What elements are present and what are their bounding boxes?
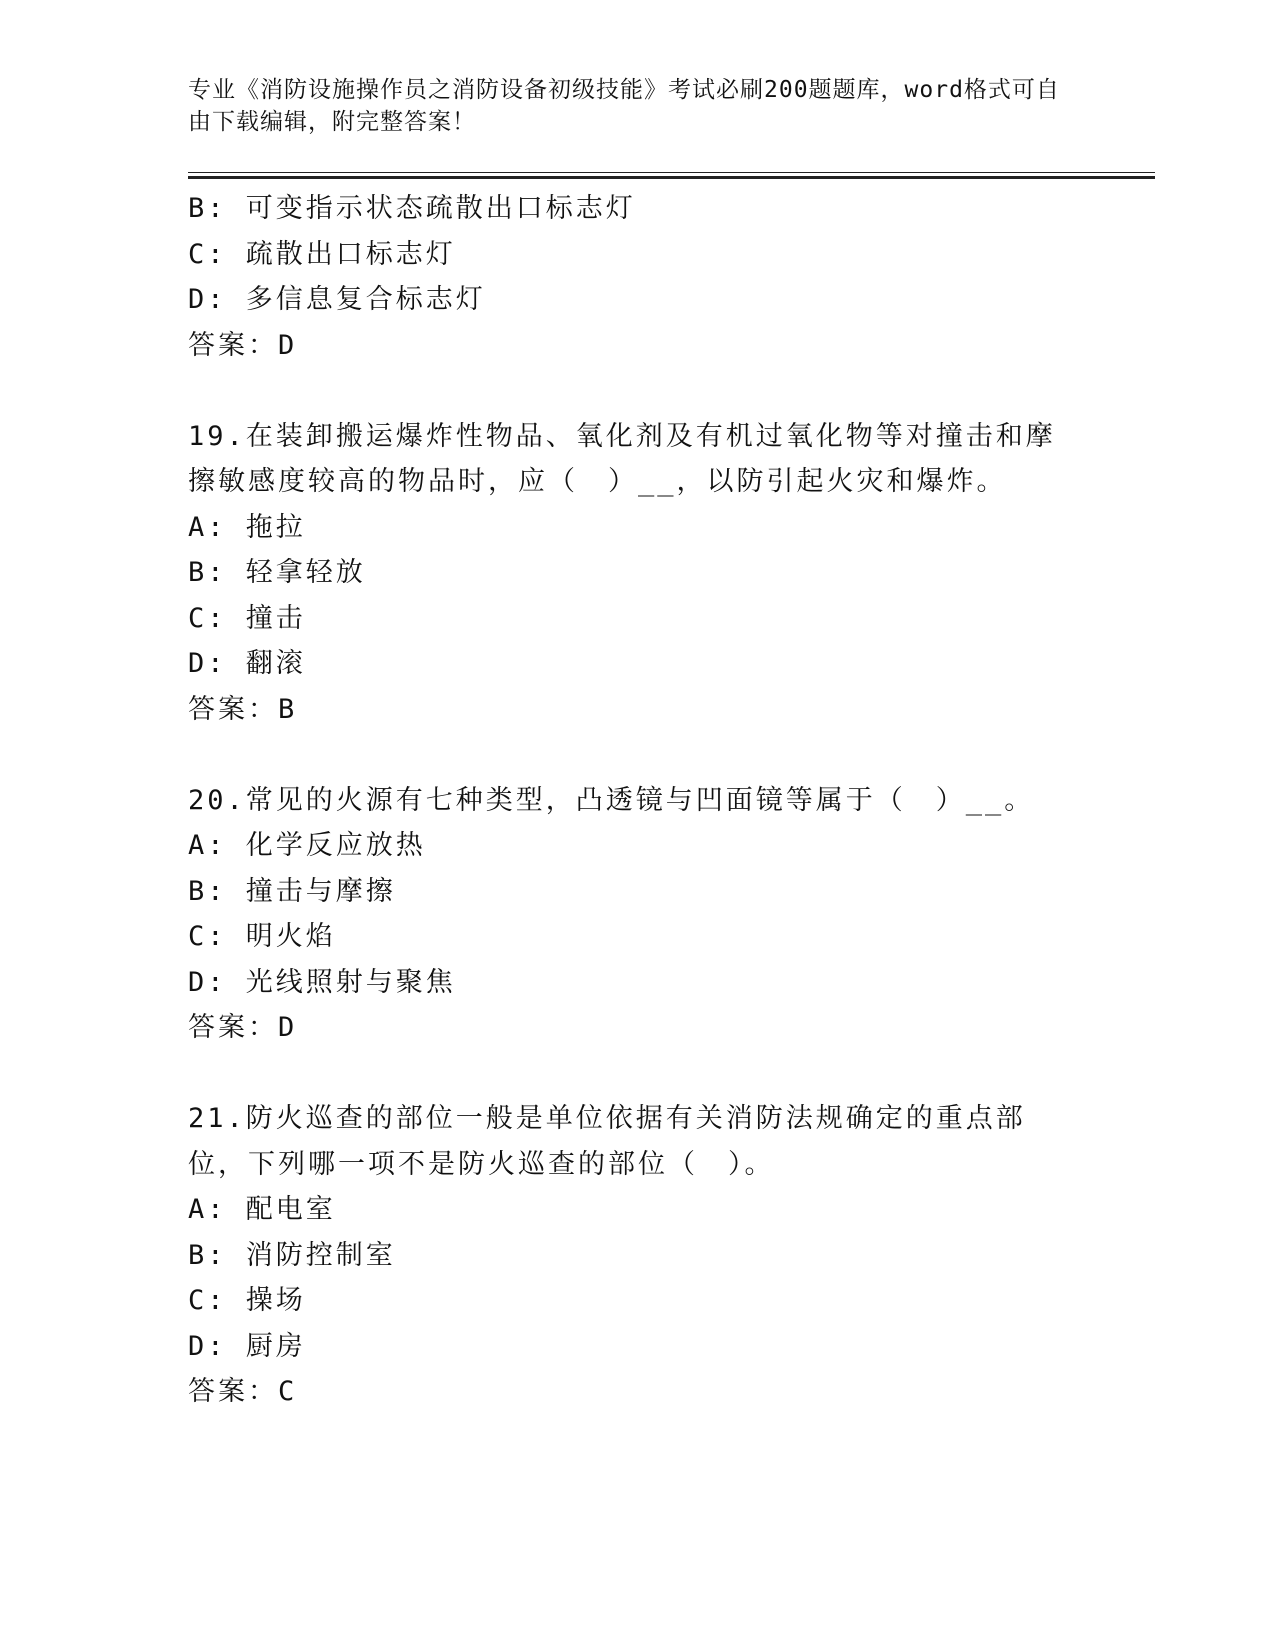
document-header: 专业《消防设施操作员之消防设备初级技能》考试必刷200题题库，word格式可自由下载编辑，附完整答案！: [188, 77, 1060, 135]
header-rule-thin: [188, 172, 1155, 173]
option-c: C: 疏散出口标志灯: [188, 238, 456, 270]
option-a: A: 配电室: [188, 1194, 336, 1225]
option-b: B: 撞击与摩擦: [188, 875, 396, 907]
question-20: [188, 778, 1078, 1051]
question-21: [188, 1096, 1078, 1415]
option-d: D: 厨房: [188, 1330, 306, 1362]
question-content: [188, 186, 1078, 1415]
prev-question-block: [188, 186, 1078, 368]
option-a: A: 化学反应放热: [188, 830, 426, 861]
option-b: B: 轻拿轻放: [188, 557, 366, 588]
option-b: B: 可变指示状态疏散出口标志灯: [188, 193, 636, 224]
question-stem: 19.在装卸搬运爆炸性物品、氧化剂及有机过氧化物等对撞击和摩擦敏感度较高的物品时，应（ ）__，以防引起火灾和爆炸。: [188, 420, 1056, 497]
option-d: D: 翻滚: [188, 648, 306, 679]
answer: 答案：D: [188, 329, 298, 361]
answer: 答案：D: [188, 1012, 298, 1043]
option-c: C: 撞击: [188, 602, 306, 634]
option-a: A: 拖拉: [188, 511, 306, 543]
option-c: C: 操场: [188, 1285, 306, 1316]
option-d: D: 多信息复合标志灯: [188, 284, 486, 315]
header-rule-thick: [188, 176, 1155, 179]
option-d: D: 光线照射与聚焦: [188, 966, 456, 998]
answer: 答案：C: [188, 1376, 298, 1407]
question-stem: 21.防火巡查的部位一般是单位依据有关消防法规确定的重点部位，下列哪一项不是防火巡查的部位（ ）。: [188, 1103, 1026, 1180]
question-19: [188, 414, 1078, 733]
answer: 答案：B: [188, 693, 298, 725]
option-c: C: 明火焰: [188, 921, 336, 952]
option-b: B: 消防控制室: [188, 1239, 396, 1271]
question-stem: 20.常见的火源有七种类型，凸透镜与凹面镜等属于（ ）__。: [188, 784, 1035, 816]
